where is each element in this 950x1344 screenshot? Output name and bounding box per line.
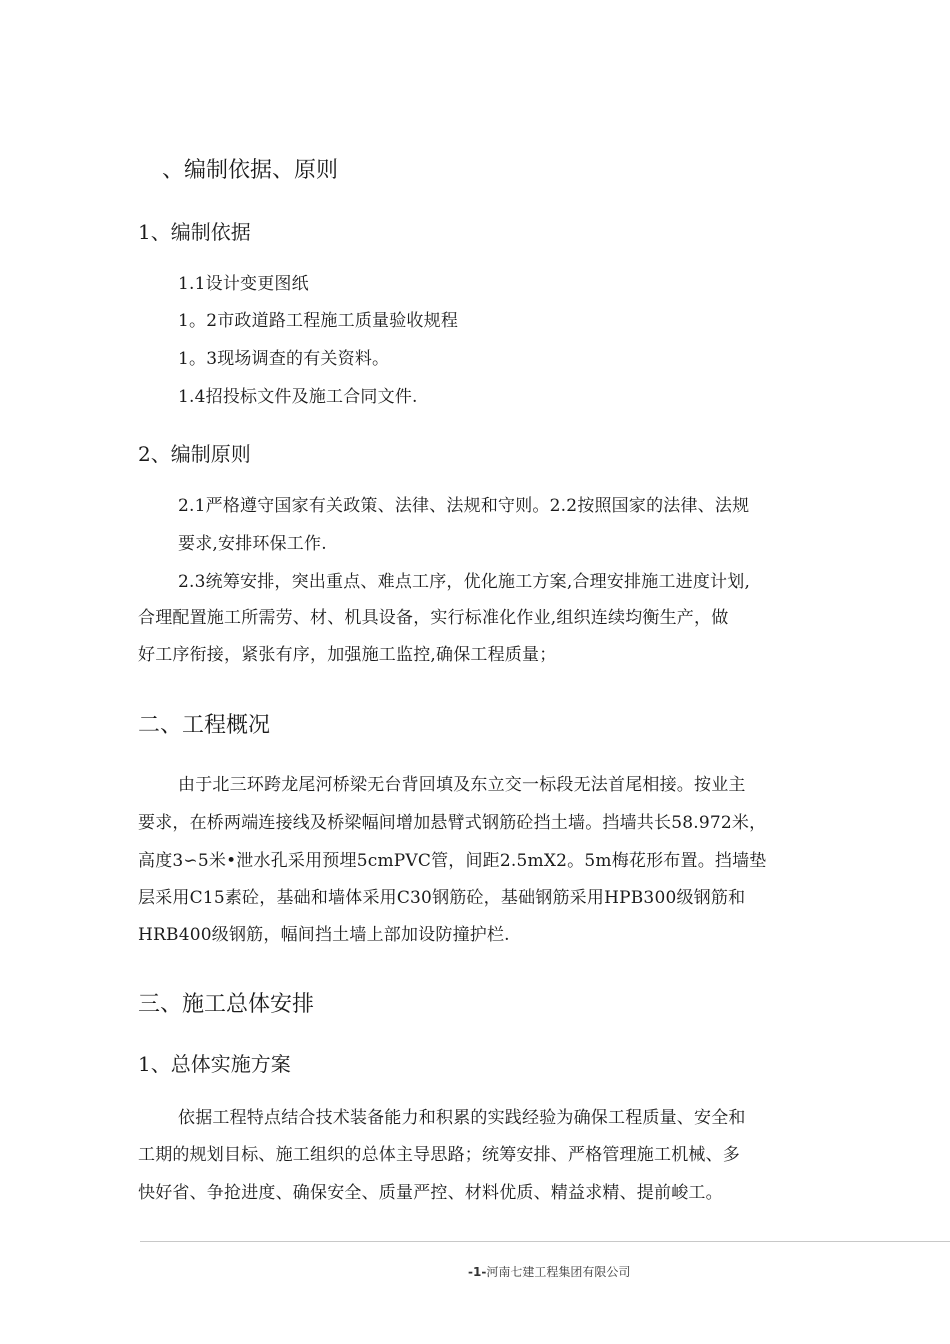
paragraph-line: 2.1严格遵守国家有关政策、法律、法规和守则。2.2按照国家的法律、法规 [178, 496, 750, 516]
paragraph-line: 高度3∽5米•泄水孔采用预埋5cmPVC管，间距2.5mX2。5m梅花形布置。挡墙垫 [138, 851, 767, 871]
paragraph-line: 合理配置施工所需劳、材、机具设备，实行标准化作业,组织连续均衡生产，做 [138, 608, 729, 628]
paragraph-line: 快好省、争抢进度、确保安全、质量严控、材料优质、精益求精、提前峻工。 [138, 1183, 723, 1203]
footer-divider [140, 1241, 950, 1242]
section-2-title: 二、工程概况 [138, 713, 271, 738]
list-item: 1。2市政道路工程施工质量验收规程 [178, 311, 459, 331]
list-item: 1.4招投标文件及施工合同文件. [178, 387, 418, 407]
page-number: -1- [468, 1265, 487, 1279]
section-1-title: 、编制依据、原则 [162, 158, 339, 183]
paragraph-line: 由于北三环跨龙尾河桥梁无台背回填及东立交一标段无法首尾相接。按业主 [178, 775, 746, 795]
paragraph-line: 要求，在桥两端连接线及桥梁幅间增加悬臂式钢筋砼挡土墙。挡墙共长58.972米， [138, 813, 767, 833]
section-3-title: 三、施工总体安排 [138, 992, 315, 1017]
subsection-1-1-title: 1、编制依据 [138, 220, 251, 244]
subsection-3-1-title: 1、总体实施方案 [138, 1052, 291, 1076]
paragraph-line: 2.3统筹安排，突出重点、难点工序，优化施工方案,合理安排施工进度计划, [178, 572, 751, 592]
footer-company: 河南七建工程集团有限公司 [486, 1265, 631, 1279]
paragraph-line: 工期的规划目标、施工组织的总体主导思路；统筹安排、严格管理施工机械、多 [138, 1145, 740, 1165]
subsection-1-2-title: 2、编制原则 [138, 442, 251, 466]
paragraph-line: 依据工程特点结合技术装备能力和积累的实践经验为确保工程质量、安全和 [178, 1108, 746, 1128]
list-item: 1.1设计变更图纸 [178, 274, 309, 294]
paragraph-line: HRB400级钢筋，幅间挡土墙上部加设防撞护栏. [138, 925, 510, 945]
page-footer [468, 1263, 630, 1280]
paragraph-line: 好工序衔接，紧张有序，加强施工监控,确保工程质量； [138, 645, 557, 665]
paragraph-line: 层采用C15素砼，基础和墙体采用C30钢筋砼，基础钢筋采用HPB300级钢筋和 [138, 888, 746, 908]
paragraph-line: 要求,安排环保工作. [178, 534, 327, 554]
list-item: 1。3现场调查的有关资料。 [178, 349, 390, 369]
